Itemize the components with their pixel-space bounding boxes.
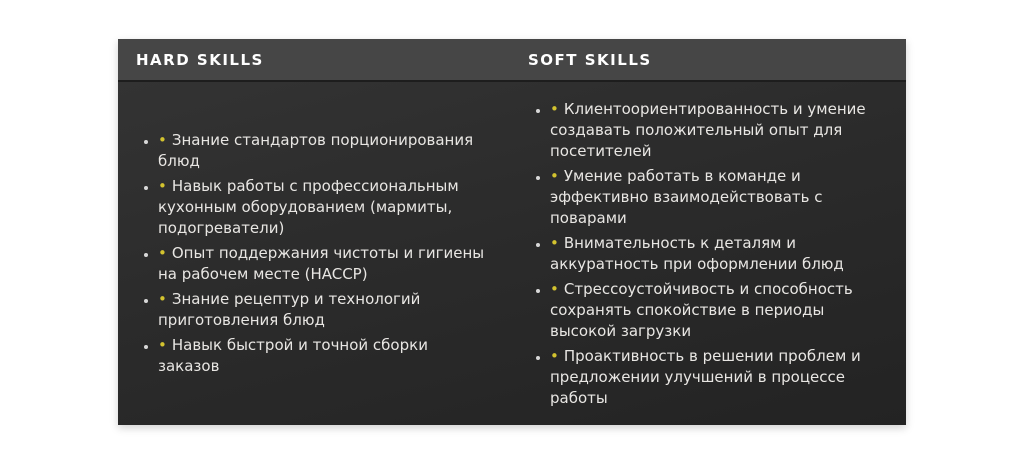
hard-skills-header-cell	[136, 50, 493, 69]
accent-bullet-icon: •	[550, 233, 559, 252]
list-item	[158, 243, 493, 285]
soft-skills-title: SOFT SKILLS	[528, 51, 652, 69]
item-text: Внимательность к деталям и аккуратность при оформлении блюд	[550, 233, 844, 273]
accent-bullet-icon: •	[158, 336, 167, 354]
item-text: Стрессоустойчивость и способность сохранять спокойствие в периоды высокой загрузки	[550, 279, 853, 340]
accent-bullet-icon: •	[550, 99, 559, 118]
skills-panel	[118, 39, 906, 425]
item-text: Опыт поддержания чистоты и гигиены на рабочем месте (HACCP)	[158, 244, 485, 283]
hard-skills-title: HARD SKILLS	[136, 51, 264, 69]
panel-header	[118, 39, 906, 82]
list-item	[158, 335, 493, 377]
accent-bullet-icon: •	[550, 279, 559, 298]
accent-bullet-icon: •	[158, 131, 167, 149]
accent-bullet-icon: •	[550, 346, 559, 365]
list-item	[550, 99, 885, 162]
panel-body	[118, 82, 906, 425]
item-text: Умение работать в команде и эффективно взаимодействовать с поварами	[550, 166, 823, 227]
accent-bullet-icon: •	[158, 290, 167, 308]
item-text: Навык быстрой и точной сборки заказов	[158, 336, 428, 375]
item-text: Навык работы с профессиональным кухонным оборудованием (мармиты, подогреватели)	[158, 177, 459, 237]
list-item	[550, 346, 885, 409]
list-item	[550, 279, 885, 342]
accent-bullet-icon: •	[550, 166, 559, 185]
list-item	[158, 130, 493, 172]
list-item	[158, 289, 493, 331]
list-item	[550, 166, 885, 229]
list-item	[550, 233, 885, 275]
accent-bullet-icon: •	[158, 177, 167, 195]
soft-skills-list	[528, 99, 885, 409]
list-item	[158, 176, 493, 239]
item-text: Клиентоориентированность и умение создавать положительный опыт для посетителей	[550, 99, 866, 160]
accent-bullet-icon: •	[158, 244, 167, 262]
hard-skills-list	[136, 130, 493, 377]
item-text: Знание рецептур и технологий приготовления блюд	[158, 290, 421, 329]
soft-skills-header-cell	[528, 50, 885, 69]
item-text: Проактивность в решении проблем и предложении улучшений в процессе работы	[550, 346, 861, 407]
item-text: Знание стандартов порционирования блюд	[158, 131, 474, 170]
